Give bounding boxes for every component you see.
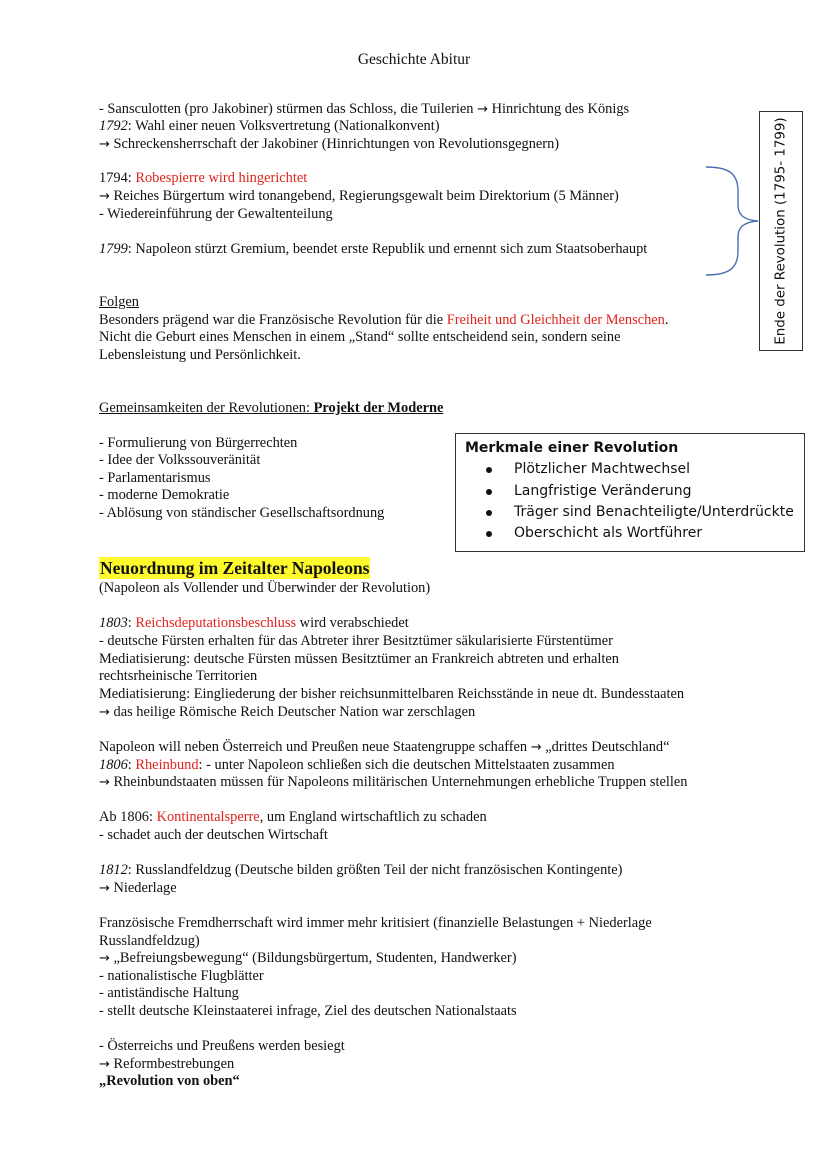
text-line: Ab 1806: Kontinentalsperre, um England wirtschaftlich zu schaden (99, 809, 487, 825)
right-arrow-icon: → (99, 775, 110, 790)
text-line: rechtsrheinische Territorien (99, 668, 258, 684)
text-line: - schadet auch der deutschen Wirtschaft (99, 827, 328, 843)
text-line: → Rheinbundstaaten müssen für Napoleons militärischen Unternehmungen erhebliche Truppen stellen (99, 774, 688, 790)
right-arrow-icon: → (99, 705, 110, 720)
text-line: - deutsche Fürsten erhalten für das Abtreter ihrer Besitztümer säkularisierte Fürstentümer (99, 633, 613, 649)
text-line: → Reformbestrebungen (99, 1056, 235, 1072)
text-line: - Wiedereinführung der Gewaltenteilung (99, 206, 333, 222)
side-label: Ende der Revolution (1795- 1799) (773, 117, 789, 345)
page-title: Geschichte Abitur (357, 51, 471, 68)
list-item: Plötzlicher Machtwechsel (514, 461, 691, 477)
text-line: Französische Fremdherrschaft wird immer mehr kritisiert (finanzielle Belastungen + Niederlage (99, 915, 652, 931)
right-arrow-icon: → (99, 951, 110, 966)
text-line: 1812: Russlandfeldzug (Deutsche bilden größten Teil der nicht französischen Kontingente) (99, 862, 623, 878)
list-item: Träger sind Benachteiligte/Unterdrückte (514, 504, 794, 520)
text-line: 1799: Napoleon stürzt Gremium, beendet erste Republik und ernennt sich zum Staatsoberhaupt (99, 241, 648, 257)
text-line: → Niederlage (99, 880, 177, 896)
right-arrow-icon: → (99, 1057, 110, 1072)
list-item: - moderne Demokratie (99, 487, 230, 503)
text-line: Nicht die Geburt eines Menschen in einem „Stand“ sollte entscheidend sein, sondern seine (99, 329, 621, 345)
text-line: Besonders prägend war die Französische Revolution für die Freiheit und Gleichheit der Menschen. (99, 312, 669, 328)
right-arrow-icon: → (530, 740, 542, 755)
text-line: → „Befreiungsbewegung“ (Bildungsbürgertum, Studenten, Handwerker) (99, 950, 517, 966)
right-arrow-icon: → (99, 137, 110, 152)
text-line: - antiständische Haltung (99, 985, 239, 1001)
text-line: → Schreckensherrschaft der Jakobiner (Hinrichtungen von Revolutionsgegnern) (99, 136, 560, 152)
subtitle: (Napoleon als Vollender und Überwinder der Revolution) (99, 580, 431, 596)
list-item: Langfristige Veränderung (514, 483, 692, 499)
bullet-icon (486, 510, 492, 516)
list-item: - Idee der Volkssouveränität (99, 452, 261, 468)
text-line: 1806: Rheinbund: - unter Napoleon schließen sich die deutschen Mittelstaaten zusammen (99, 757, 615, 773)
text-line: - stellt deutsche Kleinstaaterei infrage, Ziel des deutschen Nationalstaats (99, 1003, 517, 1019)
text-line: - Österreichs und Preußens werden besiegt (99, 1038, 345, 1054)
section-heading: Gemeinsamkeiten der Revolutionen: Projekt der Moderne (99, 400, 444, 416)
text-line: Mediatisierung: Eingliederung der bisher reichsunmittelbaren Reichsstände in neue dt. Bundesstaaten (99, 686, 685, 702)
right-arrow-icon: → (99, 881, 110, 896)
list-item: - Ablösung von ständischer Gesellschaftsordnung (99, 505, 385, 521)
text-line: → Reiches Bürgertum wird tonangebend, Regierungsgewalt beim Direktorium (5 Männer) (99, 188, 619, 204)
right-arrow-icon: → (477, 102, 489, 117)
bullet-icon (486, 531, 492, 537)
text-line: Napoleon will neben Österreich und Preußen neue Staatengruppe schaffen → „drittes Deutschland“ (99, 739, 670, 755)
merkmale-box (455, 433, 805, 552)
section-heading: Folgen (99, 294, 139, 310)
text-line: Mediatisierung: deutsche Fürsten müssen Besitztümer an Frankreich abtreten und erhalten (99, 651, 619, 667)
section-heading: Neuordnung im Zeitalter Napoleons (100, 558, 370, 578)
list-item: Oberschicht als Wortführer (514, 525, 703, 541)
text-line: → das heilige Römische Reich Deutscher Nation war zerschlagen (99, 704, 476, 720)
text-line: 1803: Reichsdeputationsbeschluss wird verabschiedet (99, 615, 409, 631)
list-item: - Formulierung von Bürgerrechten (99, 435, 298, 451)
text-line: - Sansculotten (pro Jakobiner) stürmen das Schloss, die Tuilerien → Hinrichtung des Königs (99, 101, 630, 117)
bullet-icon (486, 489, 492, 495)
right-arrow-icon: → (99, 189, 110, 204)
side-label-box (759, 111, 803, 351)
list-item: - Parlamentarismus (99, 470, 211, 486)
text-line: 1792: Wahl einer neuen Volksvertretung (Nationalkonvent) (99, 118, 440, 134)
curly-brace-icon (704, 165, 760, 277)
text-line: „Revolution von oben“ (99, 1073, 240, 1089)
text-line: Russlandfeldzug) (99, 933, 200, 949)
bullet-icon (486, 467, 492, 473)
text-line: Lebensleistung und Persönlichkeit. (99, 347, 301, 363)
text-line: 1794: Robespierre wird hingerichtet (99, 170, 308, 186)
text-line: - nationalistische Flugblätter (99, 968, 264, 984)
merkmale-title: Merkmale einer Revolution (465, 440, 679, 456)
